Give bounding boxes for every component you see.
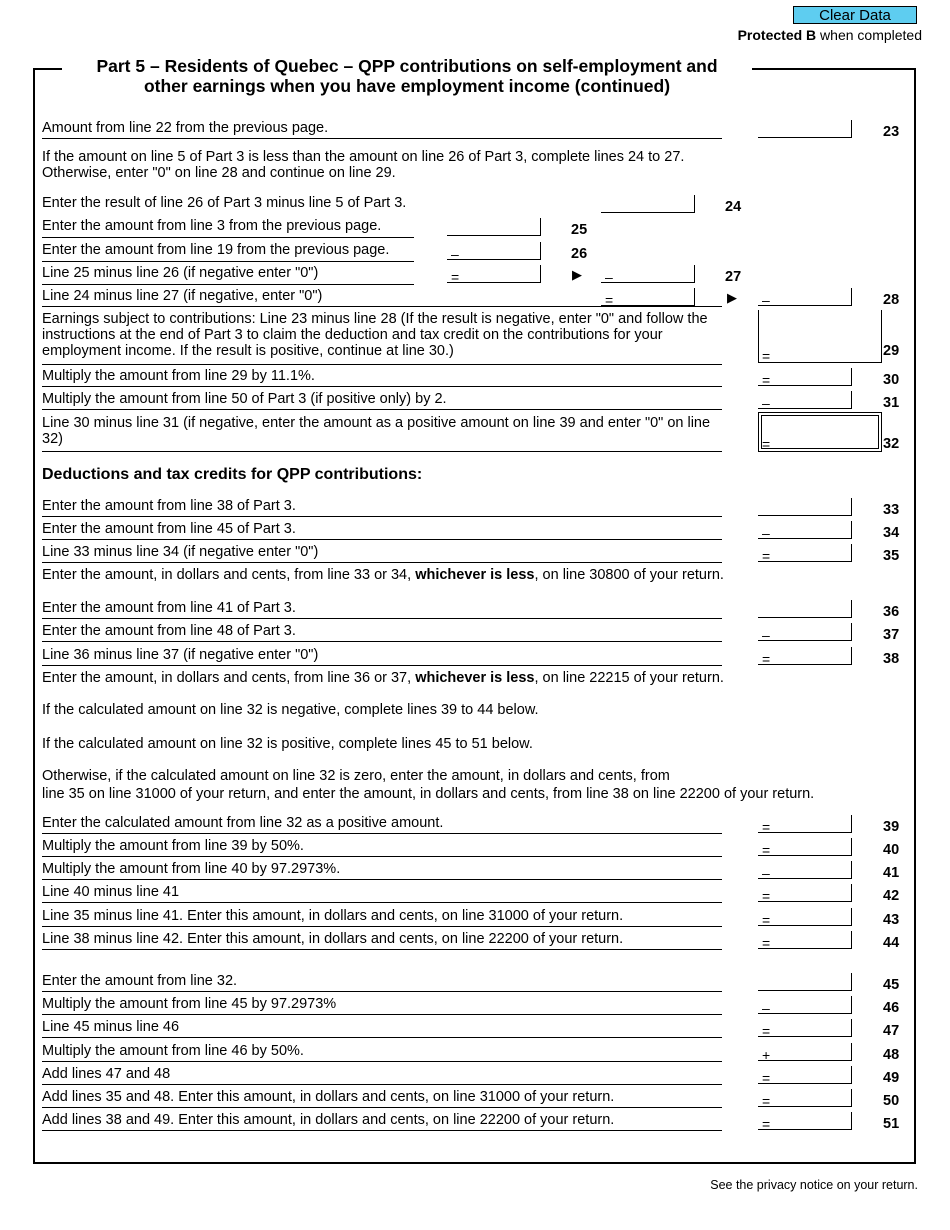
line-35-label: Line 33 minus line 34 (if negative enter "0") [42,544,319,560]
line-51-field[interactable] [758,1112,852,1130]
line-40-field[interactable] [758,838,852,856]
section-heading-deductions: Deductions and tax credits for QPP contributions: [42,466,423,483]
line-32-label: Line 30 minus line 31 (if negative, enter the amount as a positive amount on line 39 and enter "0" on line 32) [42,415,711,447]
line-44-label: Line 38 minus line 42. Enter this amount, in dollars and cents, on line 22200 of your return. [42,931,624,947]
line-47-field[interactable] [758,1019,852,1037]
line-34-label: Enter the amount from line 45 of Part 3. [42,521,296,537]
line-36-rule [42,602,722,619]
line-41-number: 41 [883,865,900,881]
line-26-field[interactable] [447,242,541,260]
line-37-operator: – [762,627,770,643]
line-23-number: 23 [883,124,900,140]
line-44-field[interactable] [758,931,852,949]
line-31-label: Multiply the amount from line 50 of Part 3 (if positive only) by 2. [42,391,447,407]
instruction-zero-line2: line 35 on line 31000 of your return, and enter the amount, in dollars and cents, from line 38 on line 22200 of your return. [42,786,815,802]
line-51-rule [42,1114,722,1131]
line-29-equals-operator: = [762,348,771,364]
instruction-negative: If the calculated amount on line 32 is negative, complete lines 39 to 44 below. [42,702,539,718]
line-49-operator: = [762,1070,771,1086]
line-48-operator: + [762,1047,771,1063]
line-49-rule [42,1068,722,1085]
line-33-field[interactable] [758,498,852,516]
line-39-operator: = [762,819,771,835]
line-28-field[interactable] [758,288,852,306]
line-30-label: Multiply the amount from line 29 by 11.1%. [42,368,315,384]
line-51-number: 51 [883,1116,900,1132]
line-31-number: 31 [883,395,900,411]
line-24-label: Enter the result of line 26 of Part 3 minus line 5 of Part 3. [42,195,407,211]
line-38-operator: = [762,651,771,667]
instruction-line-30800-c: , on line 30800 of your return. [534,567,724,583]
line-34-operator: – [762,525,770,541]
instruction-lines-24-27: If the amount on line 5 of Part 3 is less than the amount on line 26 of Part 3, complete lines 24 to 27. Otherwise, enter "0" on line 28 and continue on line 29. [42,149,685,181]
line-51-operator: = [762,1116,771,1132]
line-31-rule [42,393,722,410]
instruction-line-30800 [42,567,724,583]
line-50-field[interactable] [758,1089,852,1107]
line-34-field[interactable] [758,521,852,539]
instruction-positive: If the calculated amount on line 32 is positive, complete lines 45 to 51 below. [42,736,533,752]
line-38-field[interactable] [758,647,852,665]
line-50-number: 50 [883,1093,900,1109]
instruction-line-22215-a: Enter the amount, in dollars and cents, from line 36 or 37, [42,670,416,686]
line-31-field[interactable] [758,391,852,409]
instruction-line-22215 [42,670,724,686]
line-48-number: 48 [883,1047,900,1063]
line-38-rule [42,649,722,666]
line-32-field[interactable] [758,432,852,452]
line-24-field[interactable] [601,195,695,213]
line-49-number: 49 [883,1070,900,1086]
line-45-rule [42,975,722,992]
line-28-arrow-icon: ▶ [727,290,737,305]
line-46-operator: – [762,1000,770,1016]
line-26-label: Enter the amount from line 19 from the previous page. [42,242,390,258]
line-48-label: Multiply the amount from line 46 by 50%. [42,1043,304,1059]
clear-data-button[interactable]: Clear Data [793,6,917,24]
line-33-number: 33 [883,502,900,518]
line-45-number: 45 [883,977,900,993]
line-25-field[interactable] [447,218,541,236]
line-30-rule [42,370,722,387]
line-23-rule [42,122,722,139]
line-44-number: 44 [883,935,900,951]
protected-b-label [738,27,922,43]
instruction-zero-line1: Otherwise, if the calculated amount on line 32 is zero, enter the amount, in dollars and cents, from [42,768,670,784]
line-30-field[interactable] [758,368,852,386]
line-28-subtotal-field[interactable] [601,288,695,306]
line-40-rule [42,840,722,857]
line-45-label: Enter the amount from line 32. [42,973,238,989]
line-45-field[interactable] [758,973,852,991]
line-32-rule [42,433,722,452]
part-title-line1: Part 5 – Residents of Quebec – QPP contributions on self-employment and [96,56,718,76]
line-36-number: 36 [883,604,900,620]
line-42-field[interactable] [758,884,852,902]
line-42-rule [42,886,722,903]
line-40-label: Multiply the amount from line 39 by 50%. [42,838,304,854]
line-26-operator: – [451,246,459,262]
line-39-number: 39 [883,819,900,835]
line-23-field[interactable] [758,120,852,138]
line-37-field[interactable] [758,623,852,641]
line-29-rule [42,364,722,365]
line-42-operator: = [762,888,771,904]
line-29-field[interactable] [758,344,852,364]
instruction-line-30800-a: Enter the amount, in dollars and cents, from line 33 or 34, [42,567,416,583]
line-33-rule [42,500,722,517]
line-41-rule [42,863,722,880]
line-50-label: Add lines 35 and 48. Enter this amount, in dollars and cents, on line 31000 of your return. [42,1089,615,1105]
line-46-field[interactable] [758,996,852,1014]
line-39-label: Enter the calculated amount from line 32 as a positive amount. [42,815,444,831]
line-29-number: 29 [883,343,900,359]
line-46-label: Multiply the amount from line 45 by 97.2973% [42,996,337,1012]
line-47-operator: = [762,1023,771,1039]
line-51-label: Add lines 38 and 49. Enter this amount, in dollars and cents, on line 22200 of your return. [42,1112,615,1128]
line-25-number: 25 [571,222,588,238]
line-39-field[interactable] [758,815,852,833]
line-35-rule [42,546,722,563]
line-27-field[interactable] [601,265,695,283]
line-34-number: 34 [883,525,900,541]
line-26-number: 26 [571,246,588,262]
line-48-field[interactable] [758,1043,852,1061]
line-47-rule [42,1021,722,1038]
line-40-number: 40 [883,842,900,858]
line-30-number: 30 [883,372,900,388]
privacy-notice: See the privacy notice on your return. [710,1178,918,1192]
line-44-operator: = [762,935,771,951]
line-39-rule [42,817,722,834]
line-32-number: 32 [883,436,900,452]
instruction-line-30800-emphasis: whichever is less [415,567,535,583]
line-28-number: 28 [883,292,900,308]
line-27-equals-operator: = [451,269,460,285]
protected-b-rest: when completed [816,27,922,43]
line-47-number: 47 [883,1023,900,1039]
line-28-equals-operator: = [605,292,614,308]
line-35-number: 35 [883,548,900,564]
line-46-rule [42,998,722,1015]
instruction-line-22215-emphasis: whichever is less [415,670,535,686]
line-41-label: Multiply the amount from line 40 by 97.2973%. [42,861,341,877]
line-27-subtotal-field[interactable] [447,265,541,283]
line-36-field[interactable] [758,600,852,618]
line-24-number: 24 [725,199,742,215]
line-23-label: Amount from line 22 from the previous page. [42,120,329,136]
line-25-label: Enter the amount from line 3 from the previous page. [42,218,382,234]
line-41-field[interactable] [758,861,852,879]
line-43-operator: = [762,912,771,928]
line-50-rule [42,1091,722,1108]
part-title [62,56,752,96]
line-32-operator: = [762,436,771,452]
line-43-rule [42,910,722,927]
line-40-operator: = [762,842,771,858]
line-41-operator: – [762,865,770,881]
line-29-label: Earnings subject to contributions: Line 23 minus line 28 (If the result is negative, enter "0" and follow the instructions at the end of Part 3 to claim the deduction and tax credit on the contributions for your employment income. If the result is positive, continue at line 30.) [42,311,708,359]
line-37-rule [42,625,722,642]
line-42-number: 42 [883,888,900,904]
line-48-rule [42,1045,722,1062]
line-27-arrow-icon: ▶ [572,267,582,282]
line-36-label: Enter the amount from line 41 of Part 3. [42,600,296,616]
part-title-line2: other earnings when you have employment income (continued) [143,76,671,96]
line-38-label: Line 36 minus line 37 (if negative enter "0") [42,647,319,663]
line-46-number: 46 [883,1000,900,1016]
line-38-number: 38 [883,651,900,667]
line-27-number: 27 [725,269,742,285]
line-43-field[interactable] [758,908,852,926]
line-43-label: Line 35 minus line 41. Enter this amount, in dollars and cents, on line 31000 of your return. [42,908,624,924]
line-44-rule [42,933,722,950]
line-37-number: 37 [883,627,900,643]
line-28-minus-operator: – [762,292,770,308]
line-27-label: Line 25 minus line 26 (if negative enter "0") [42,265,319,281]
line-27-minus-operator: – [605,269,613,285]
line-30-operator: = [762,372,771,388]
line-42-label: Line 40 minus line 41 [42,884,180,900]
line-43-number: 43 [883,912,900,928]
line-49-field[interactable] [758,1066,852,1084]
line-31-operator: – [762,395,770,411]
line-28-label: Line 24 minus line 27 (if negative, enter "0") [42,288,323,304]
line-34-rule [42,523,722,540]
line-35-operator: = [762,548,771,564]
line-49-label: Add lines 47 and 48 [42,1066,171,1082]
protected-b-strong: Protected B [737,27,817,43]
instruction-line-22215-c: , on line 22215 of your return. [534,670,724,686]
line-50-operator: = [762,1093,771,1109]
line-47-label: Line 45 minus line 46 [42,1019,180,1035]
line-33-label: Enter the amount from line 38 of Part 3. [42,498,296,514]
line-35-field[interactable] [758,544,852,562]
line-37-label: Enter the amount from line 48 of Part 3. [42,623,296,639]
